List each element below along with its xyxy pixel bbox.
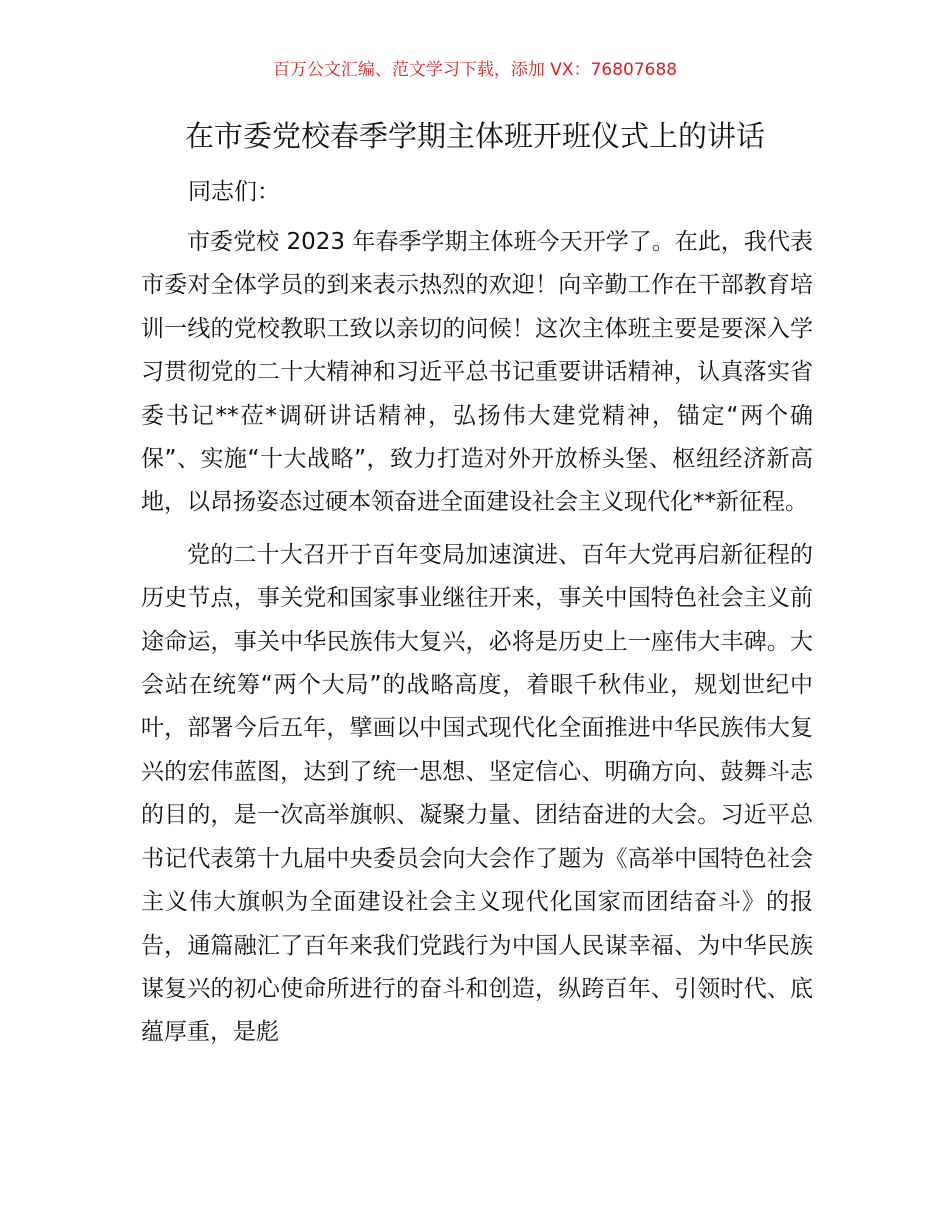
document-title: 在市委党校春季学期主体班开班仪式上的讲话 [184,119,765,153]
salutation: 同志们： [188,179,280,205]
paragraph-2: 党的二十大召开于百年变局加速演进、百年大党再启新征程的历史节点，事关党和国家事业继往开来，事关中国特色社会主义前途命运，事关中华民族伟大复兴，必将是历史上一座伟大丰碑。大会站在统筹“两个大局”的战略高度，着眼千秋伟业，规划世纪中叶，部署今后五年，擘画以中国式现代化全面推进中华民族伟大复兴的宏伟蓝图，达到了统一思想、坚定信心、明确方向、鼓舞斗志的目的，是一次高举旗帜、凝聚力量、团结奋进的大会。习近平总书记代表第十九届中央委员会向大会作了题为《高举中国特色社会主义伟大旗帜为全面建设社会主义现代化国家而团结奋斗》的报告，通篇融汇了百年来我们党践行为中国人民谋幸福、为中华民族谋复兴的初心使命所进行的奋斗和创造，纵跨百年、引领时代、底蕴厚重，是彪 [141,541,813,1046]
document-body [141,221,813,1064]
paragraph-1: 市委党校 2023 年春季学期主体班今天开学了。在此，我代表市委对全体学员的到来表示热烈的欢迎！向辛勤工作在干部教育培训一线的党校教职工致以亲切的问候！这次主体班主要是要深入学习贯彻党的二十大精神和习近平总书记重要讲话精神，认真落实省委书记**莅*调研讲话精神，弘扬伟大建党精神，锚定“两个确保”、实施“十大战略”，致力打造对外开放桥头堡、枢纽经济新高地，以昂扬姿态过硬本领奋进全面建设社会主义现代化**新征程。 [141,229,813,516]
header-note: 百万公文汇编、范文学习下载，添加 VX：76807688 [272,60,678,80]
